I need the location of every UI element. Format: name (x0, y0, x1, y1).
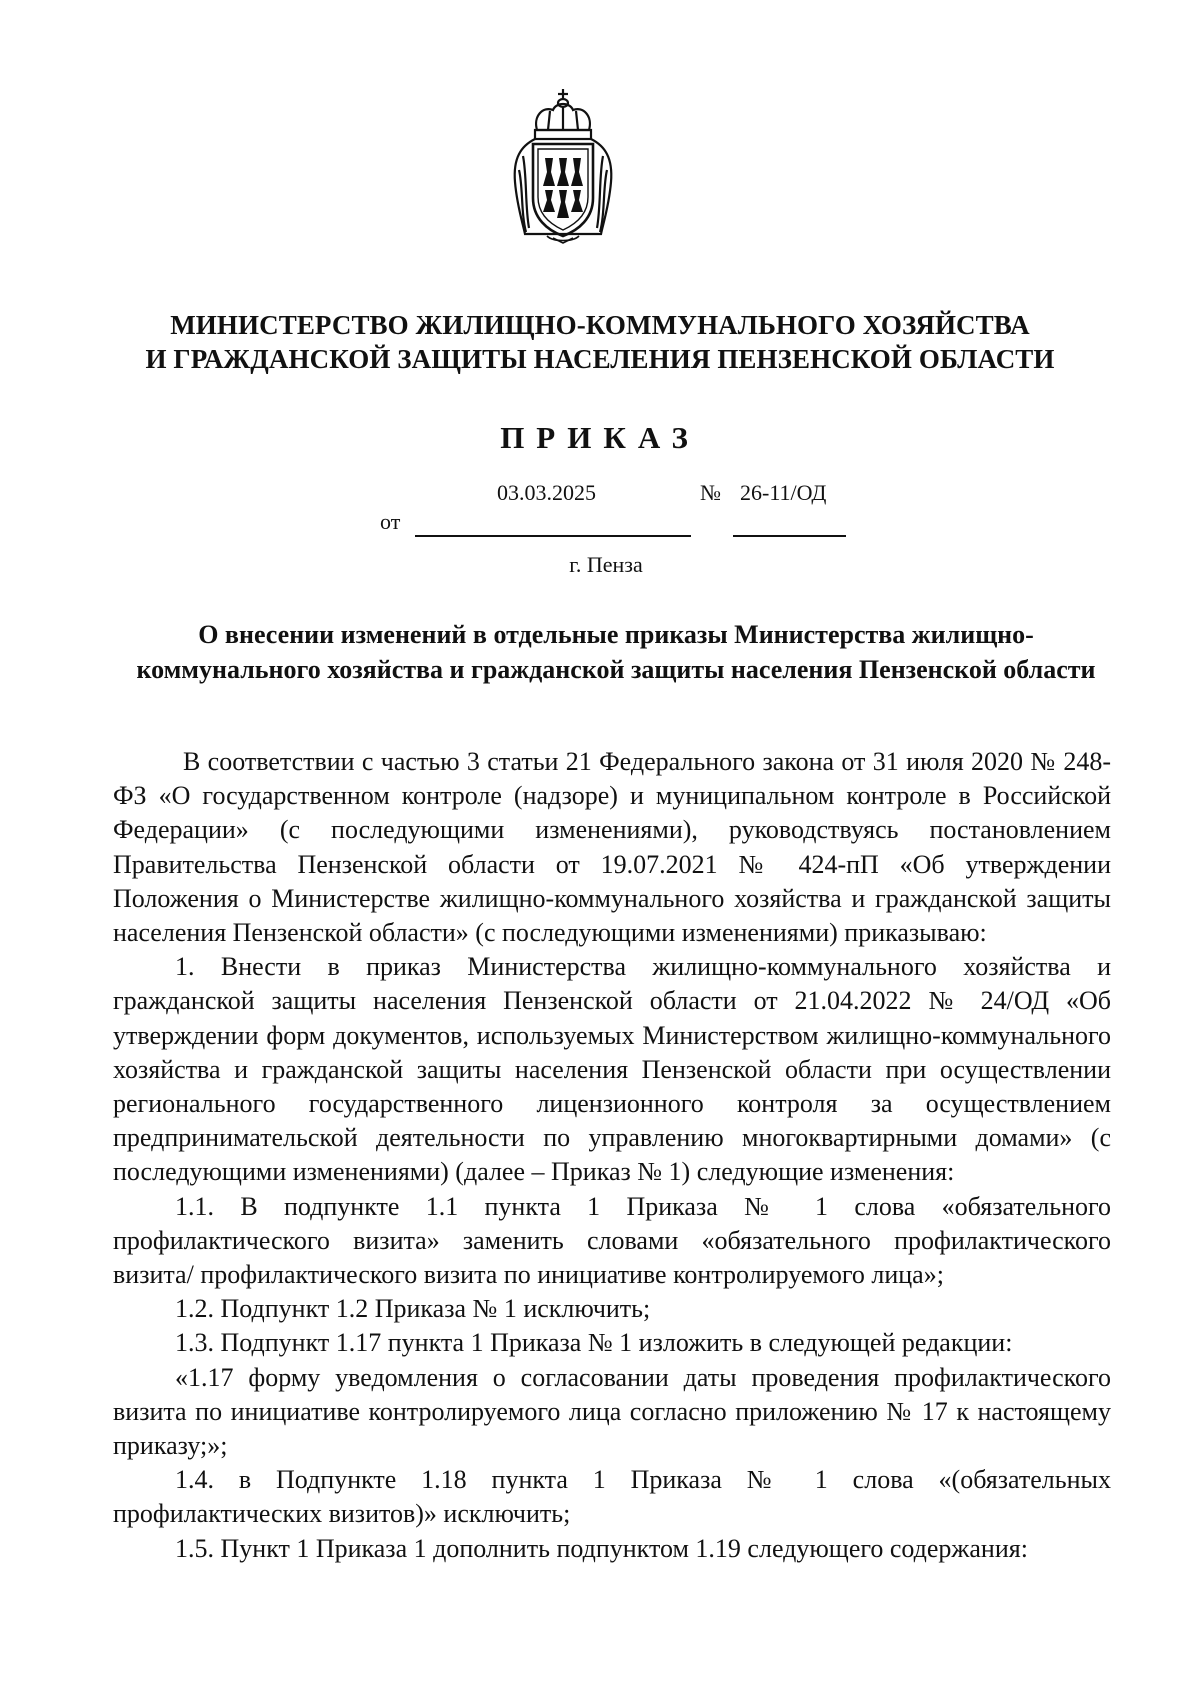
ministry-name-line2: И ГРАЖДАНСКОЙ ЗАЩИТЫ НАСЕЛЕНИЯ ПЕНЗЕНСКОЙ ОБЛАСТИ (145, 344, 1055, 374)
body-paragraph: «1.17 форму уведомления о согласовании даты проведения профилактического визита по инициативе контролируемого лица согласно приложению № 17 к настоящему приказу;»; (113, 1362, 1111, 1461)
body-paragraph: 1.2. Подпункт 1.2 Приказа № 1 исключить; (175, 1294, 651, 1324)
number-underline (733, 535, 846, 537)
coat-of-arms-icon (503, 86, 623, 244)
date-prefix-label: от (380, 509, 401, 534)
body-paragraph: 1.5. Пункт 1 Приказа 1 дополнить подпунктом 1.19 следующего содержания: (175, 1533, 1028, 1563)
body-paragraph: В соответствии с частью 3 статьи 21 Федерального закона от 31 июля 2020 № 248-ФЗ «О государственном контроле (надзоре) и муниципальном контроле в Российской Федерации» (с последующими изменениями), руководствуясь постановлением Правительства Пензенской области от 19.07.2021 № 424-пП «Об утверждении Положения о Министерстве жилищно-коммунального хозяйства и гражданской защиты населения Пензенской области» (с последующими изменениями) приказываю: (113, 747, 1111, 948)
order-body (113, 745, 1111, 1566)
order-date: 03.03.2025 (497, 480, 596, 505)
city-label: г. Пенза (569, 552, 643, 577)
body-paragraph: 1. Внести в приказ Министерства жилищно-коммунального хозяйства и гражданской защиты населения Пензенской области от 21.04.2022 № 24/ОД «Об утверждении форм документов, используемых Министерством жилищно-коммунального хозяйства и гражданской защиты населения Пензенской области при осуществлении регионального государственного лицензионного контроля за осуществлением предпринимательской деятельности по управлению многоквартирными домами» (с последующими изменениями) (далее – Приказ № 1) следующие изменения: (113, 952, 1111, 1187)
ministry-name-line1: МИНИСТЕРСТВО ЖИЛИЩНО-КОММУНАЛЬНОГО ХОЗЯЙСТВА (170, 310, 1030, 340)
body-paragraph: 1.3. Подпункт 1.17 пункта 1 Приказа № 1 изложить в следующей редакции: (175, 1328, 1013, 1358)
number-sign: № (700, 480, 721, 505)
document-type-title: ПРИКАЗ (500, 420, 700, 455)
order-number: 26-11/ОД (740, 480, 827, 505)
date-underline (415, 535, 691, 537)
body-paragraph: 1.4. в Подпункте 1.18 пункта 1 Приказа № 1 слова «(обязательных профилактических визитов)» исключить; (113, 1465, 1111, 1529)
body-paragraph: 1.1. В подпункте 1.1 пункта 1 Приказа № 1 слова «обязательного профилактического визита» заменить словами «обязательного профилактического визита/ профилактического визита по инициативе контролируемого лица»; (113, 1191, 1111, 1290)
order-subject: О внесении изменений в отдельные приказы Министерства жилищно-коммунального хозяйства и гражданской защиты населения Пензенской области (136, 620, 1096, 684)
